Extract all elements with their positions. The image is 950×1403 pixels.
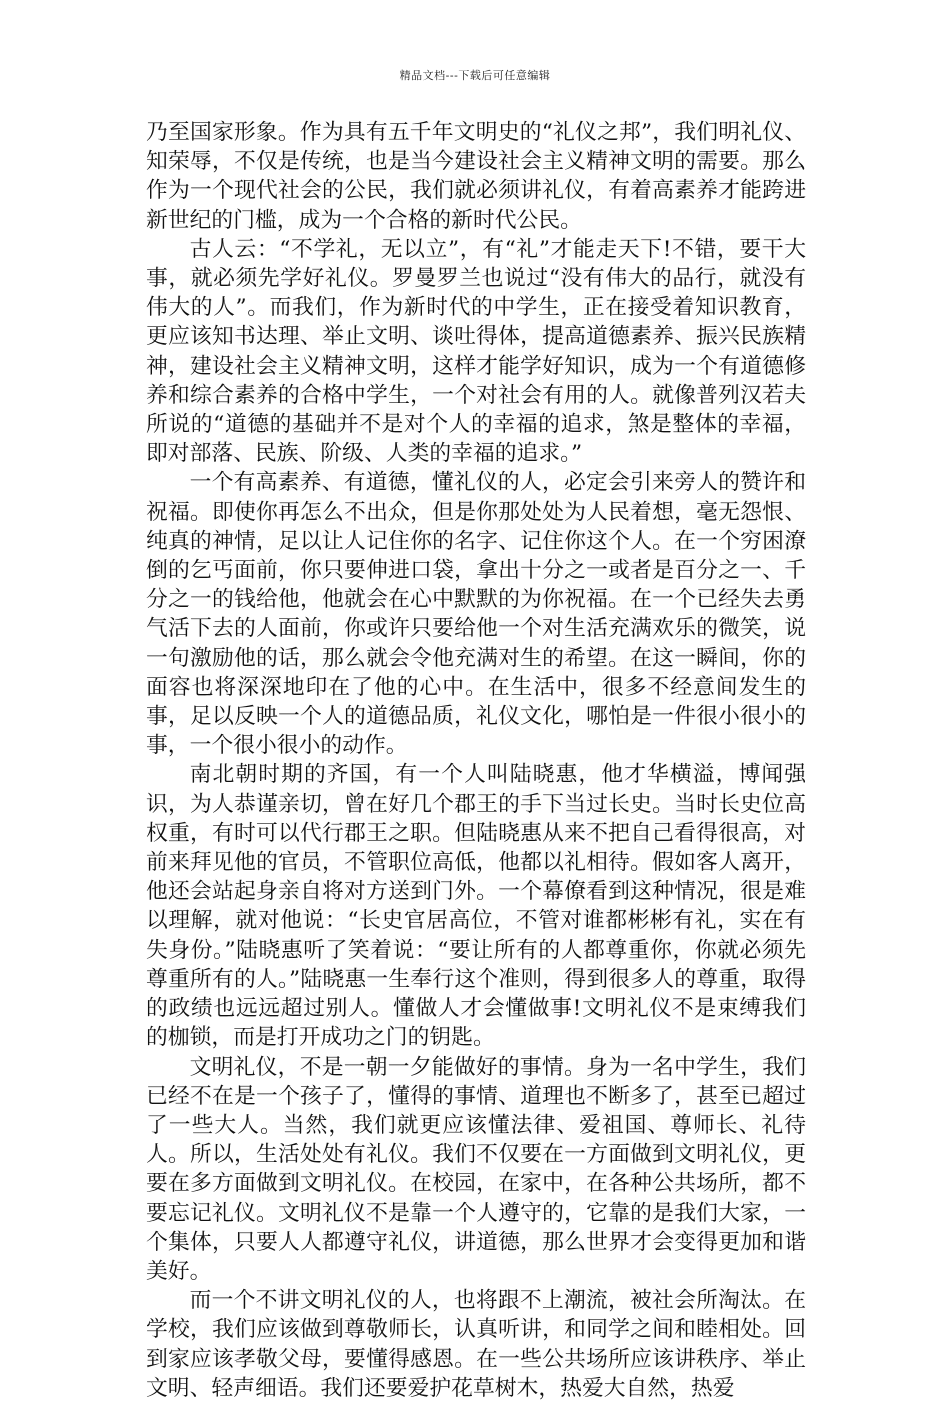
paragraph-6: 而一个不讲文明礼仪的人，也将跟不上潮流，被社会所淘汰。在学校，我们应该做到尊敬师长，认真听讲，和同学之间和睦相处。回到家应该孝敬父母，要懂得感恩。在一些公共场所应该讲秩序、举止文明、轻声细语。我们还要爱护花草树木，热爱大自然，热爱: [146, 1288, 806, 1401]
page-header: 精品文档---下载后可任意编辑: [399, 69, 551, 82]
paragraph-1: 乃至国家形象。作为具有五千年文明史的“礼仪之邦”，我们明礼仪、知荣辱，不仅是传统，也是当今建设社会主义精神文明的需要。那么作为一个现代社会的公民，我们就必须讲礼仪，有着高素养才能跨进新世纪的门槛，成为一个合格的新时代公民。: [146, 120, 806, 233]
document-body: [146, 118, 806, 1403]
paragraph-4: 南北朝时期的齐国，有一个人叫陆晓惠，他才华横溢，博闻强识，为人恭谨亲切，曾在好几个郡王的手下当过长史。当时长史位高权重，有时可以代行郡王之职。但陆晓惠从来不把自己看得很高，对前来拜见他的官员，不管职位高低，他都以礼相待。假如客人离开，他还会站起身亲自将对方送到门外。一个幕僚看到这种情况，很是难以理解，就对他说：“长史官居高位，不管对谁都彬彬有礼，实在有失身份。”陆晓惠听了笑着说：“要让所有的人都尊重你，你就必须先尊重所有的人。”陆晓惠一生奉行这个准则，得到很多人的尊重，取得的政绩也远远超过别人。懂做人才会懂做事!文明礼仪不是束缚我们的枷锁，而是打开成功之门的钥匙。: [146, 762, 806, 1051]
paragraph-2: 古人云：“不学礼，无以立”，有“礼”才能走天下!不错，要干大事，就必须先学好礼仪。罗曼罗兰也说过“没有伟大的品行，就没有伟大的人”。而我们，作为新时代的中学生，正在接受着知识教育，更应该知书达理、举止文明、谈吐得体，提高道德素养、振兴民族精神，建设社会主义精神文明，这样才能学好知识，成为一个有道德修养和综合素养的合格中学生，一个对社会有用的人。就像普列汉若夫所说的“道德的基础并不是对个人的幸福的追求，煞是整体的幸福，即对部落、民族、阶级、人类的幸福的追求。”: [146, 236, 806, 467]
paragraph-5: 文明礼仪，不是一朝一夕能做好的事情。身为一名中学生，我们已经不在是一个孩子了，懂得的事情、道理也不断多了，甚至已超过了一些大人。当然，我们就更应该懂法律、爱祖国、尊师长、礼待人。所以，生活处处有礼仪。我们不仅要在一方面做到文明礼仪，更要在多方面做到文明礼仪。在校园，在家中，在各种公共场所，都不要忘记礼仪。文明礼仪不是靠一个人遵守的，它靠的是我们大家，一个集体，只要人人都遵守礼仪，讲道德，那么世界才会变得更加和谐美好。: [146, 1054, 806, 1284]
paragraph-3: 一个有高素养、有道德，懂礼仪的人，必定会引来旁人的赞许和祝福。即使你再怎么不出众，但是你那处处为人民着想，毫无怨恨、纯真的神情，足以让人记住你的名字、记住你这个人。在一个穷困潦倒的乞丐面前，你只要伸进口袋，拿出十分之一或者是百分之一、千分之一的钱给他，他就会在心中默默的为你祝福。在一个已经失去勇气活下去的人面前，你或许只要给他一个对生活充满欢乐的微笑，说一句激励他的话，那么就会令他充满对生的希望。在这一瞬间，你的面容也将深深地印在了他的心中。在生活中，很多不经意间发生的事，足以反映一个人的道德品质，礼仪文化，哪怕是一件很小很小的事，一个很小很小的动作。: [146, 470, 806, 759]
